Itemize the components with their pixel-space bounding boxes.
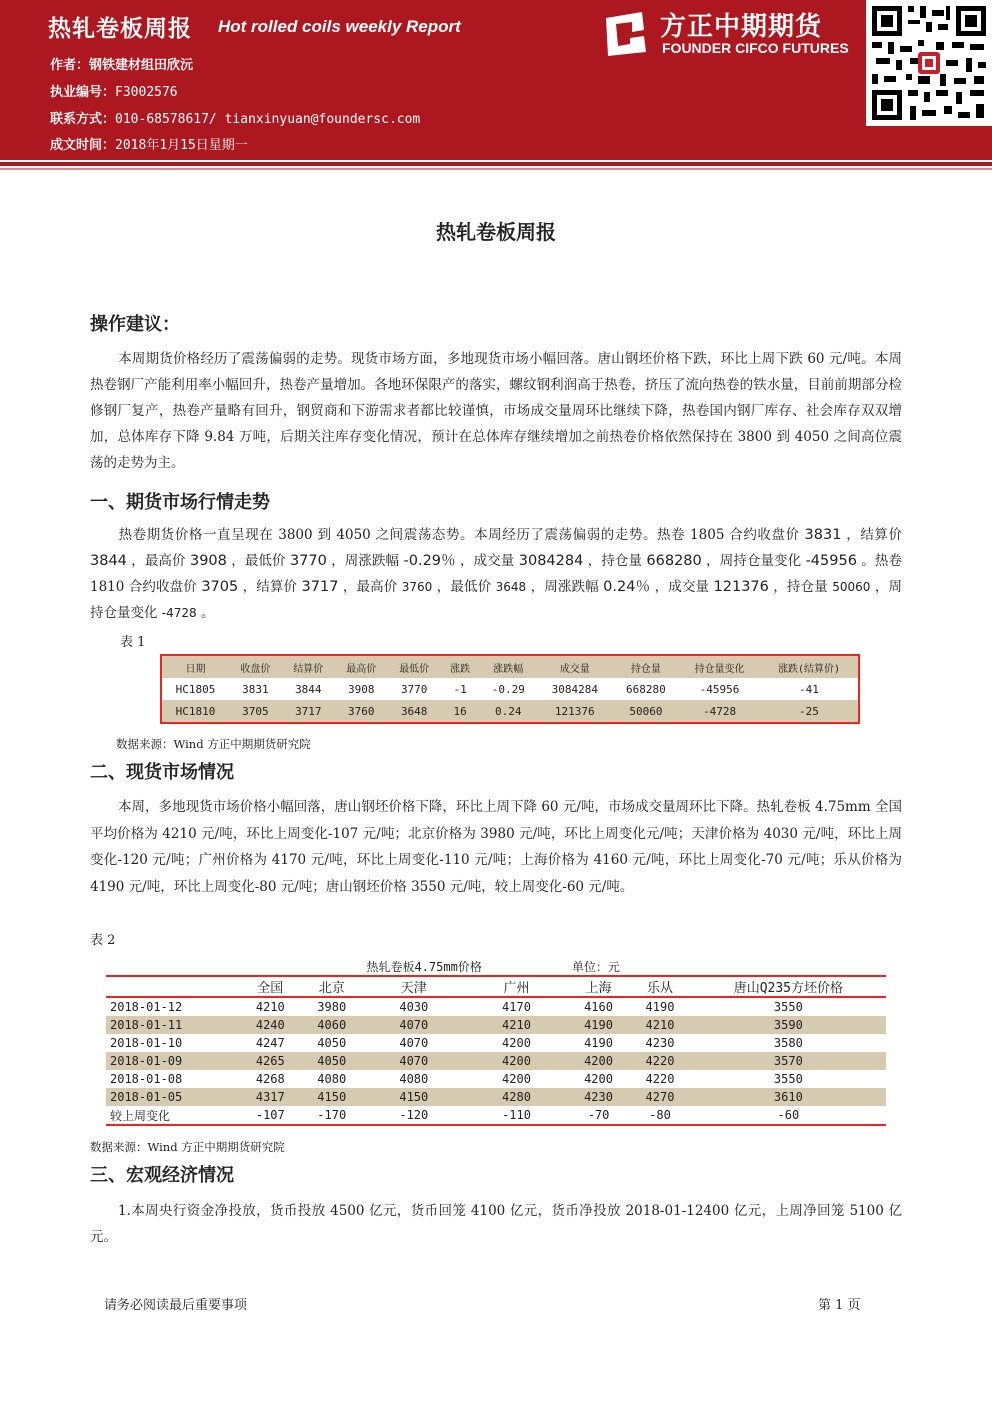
document-title: 热轧卷板周报 (436, 220, 556, 244)
hc1810-settle: 3717 (301, 579, 339, 595)
table-cell: HC1810 (161, 700, 229, 723)
contact-line (50, 108, 420, 127)
advice-paragraph (90, 346, 902, 476)
col-header: 结算价 (282, 655, 335, 678)
col-header: 日期 (161, 655, 229, 678)
table-cell: 4050 (301, 1052, 362, 1070)
table-header-row (106, 976, 886, 997)
table-cell: 4080 (399, 1072, 429, 1086)
contact-label: 联系方式： (50, 112, 116, 127)
table-cell: 4240 (240, 1016, 301, 1034)
futures-text-l: ，最低价 (432, 579, 496, 595)
table-cell: 121376 (537, 700, 613, 723)
spot-price-table-wrap (106, 957, 886, 1126)
license-value: F3002576 (115, 85, 178, 100)
table-cell: 16 (441, 700, 480, 723)
hc1805-low: 3770 (289, 553, 327, 569)
hc1810-oi-change: -4728 (161, 606, 197, 620)
table-cell: 3705 (229, 700, 282, 723)
futures-text-j: ，结算价 (238, 579, 302, 595)
qr-code (866, 0, 992, 126)
table-cell: HC1805 (175, 682, 216, 696)
col-header: 上海 (568, 976, 629, 997)
futures-heading: 一、期货市场行情走势 (90, 492, 270, 513)
hc1805-oi-change: -45956 (805, 553, 857, 569)
hc1810-change: 0.24％ (603, 579, 651, 595)
futures-text-q: 。 (196, 605, 215, 621)
author-line (50, 54, 193, 73)
author-label: 作者： (50, 58, 90, 73)
futures-text-c: ，最高价 (126, 553, 190, 569)
table-cell: 4220 (629, 1052, 690, 1070)
table-cell: 3570 (691, 1052, 886, 1070)
spot-text: 本周，多地现货市场价格小幅回落，唐山钢坯价格下降，环比上周下降 60 元/吨，市场成交量周环比下降。热轧卷板 4.75mm 全国平均价格为 4210 元/吨，环比上周变化-107 元/吨；北京价格为 3980 元/吨，环比上周变化元/吨；天津价格为 4030 元/吨，环比上周变化-120 元/吨；广州价格为 4170 元/吨，环比上周变化-110 元/吨；上海价格为 4160 元/吨，环比上周变化-70 元/吨；乐从价格为 4190 元/吨，环比上周变化-80 元/吨；唐山钢坯价格 3550 元/吨，较上周变化-60 元/吨。 (90, 799, 902, 895)
table-cell: 4210 (465, 1016, 568, 1034)
futures-paragraph (90, 522, 902, 626)
futures-text-n: ，成交量 (650, 579, 714, 595)
table2-source: 数据来源：Wind 方正中期期货研究院 (90, 1140, 285, 1154)
table-cell: 4190 (584, 1036, 613, 1050)
spot-price-table (106, 957, 886, 1126)
futures-text-p: ，周持仓量变化 (90, 579, 902, 621)
table-cell: -110 (465, 1106, 568, 1125)
hc1810-low: 3648 (495, 580, 527, 594)
table-cell: -25 (760, 700, 859, 723)
table-cell: 4070 (362, 1016, 465, 1034)
table-cell: 4200 (502, 1036, 531, 1050)
table-cell: -45956 (699, 682, 740, 696)
hc1805-open-interest: 668280 (646, 553, 702, 569)
col-header: 全国 (240, 976, 301, 997)
table-cell: 4268 (255, 1072, 285, 1086)
macro-paragraph (90, 1198, 902, 1250)
company-logo (600, 6, 856, 58)
table-cell: 4050 (317, 1036, 347, 1050)
futures-text-h: ，周持仓量变化 (701, 553, 806, 569)
hc1810-close: 3705 (201, 579, 239, 595)
hc1805-close: 3831 (804, 527, 842, 543)
table-cell: 4280 (465, 1088, 568, 1106)
table-row (106, 1016, 886, 1034)
logo-text-en: FOUNDER CIFCO FUTURES (662, 40, 849, 56)
table-cell: 4200 (568, 1052, 629, 1070)
col-header (106, 976, 240, 997)
col-header: 收盘价 (229, 655, 282, 678)
table-cell: 0.24 (480, 700, 537, 723)
col-header: 最高价 (335, 655, 388, 678)
table1-source: 数据来源：Wind 方正中期期货研究院 (116, 737, 311, 751)
table-cell: 4200 (465, 1052, 568, 1070)
table-cell: 3580 (773, 1036, 803, 1050)
footer-notice: 请务必阅读最后重要事项 (104, 1298, 248, 1313)
table-row (106, 1106, 886, 1125)
futures-text-o: ，持仓量 (768, 579, 833, 595)
date-value: 2018年1月15日星期一 (115, 138, 248, 153)
table-cell: -0.29 (491, 682, 525, 696)
table-cell: -70 (568, 1106, 629, 1125)
table-row (106, 1070, 886, 1088)
futures-text-k: ，最高价 (338, 579, 402, 595)
table-cell: 4230 (568, 1088, 629, 1106)
table-cell: 668280 (626, 682, 666, 696)
table-cell: 3648 (388, 700, 441, 723)
futures-text-a: 热卷期货价格一直呈现在 3800 到 4050 之间震荡态势。本周经历了震荡偏弱的走势。热卷 1805 合约收盘价 (118, 527, 805, 543)
table-cell: 3760 (335, 700, 388, 723)
futures-text-m: ，周涨跌幅 (526, 579, 604, 595)
col-header: 成交量 (537, 655, 613, 678)
hc1805-change: -0.29％ (403, 553, 456, 569)
license-line (50, 81, 178, 100)
table-cell: 4070 (362, 1052, 465, 1070)
table-cell: 4150 (362, 1088, 465, 1106)
table-cell: 4160 (584, 1000, 613, 1014)
hc1805-high: 3908 (189, 553, 227, 569)
table-cell: -120 (362, 1106, 465, 1125)
table-cell: 4200 (584, 1072, 613, 1086)
table-cell: 4060 (301, 1016, 362, 1034)
col-header: 唐山Q235方坯价格 (691, 976, 886, 997)
table-title: 热轧卷板4.75mm价格 (362, 957, 567, 976)
table-cell: 3908 (348, 682, 375, 696)
table-cell: -4728 (679, 700, 760, 723)
table-cell: 4210 (255, 1000, 285, 1014)
col-header: 北京 (301, 976, 362, 997)
table-cell: 3844 (295, 682, 322, 696)
table-cell: 3980 (317, 1000, 347, 1014)
date-line (50, 134, 248, 153)
hc1810-open-interest: 50060 (832, 580, 871, 594)
futures-text-e: ，周涨跌幅 (326, 553, 404, 569)
table-cell: 4170 (502, 1000, 531, 1014)
table-row (161, 700, 859, 723)
logo-mark-icon (602, 10, 648, 56)
col-header: 涨跌 (441, 655, 480, 678)
table1-caption: 表 1 (120, 635, 146, 650)
table-cell: 50060 (613, 700, 680, 723)
hc1810-volume: 121376 (713, 579, 769, 595)
futures-text-f: ，成交量 (455, 553, 519, 569)
table-cell: 2018-01-11 (106, 1016, 240, 1034)
spot-heading: 二、现货市场情况 (90, 762, 234, 783)
table-cell: 3831 (242, 682, 269, 696)
table-row (106, 1052, 886, 1070)
table-cell: 4190 (568, 1016, 629, 1034)
table-cell: 4220 (645, 1072, 675, 1086)
table-cell: -1 (453, 682, 467, 696)
table-cell: 2018-01-08 (110, 1072, 183, 1086)
col-header: 持仓量 (613, 655, 680, 678)
table-cell: 4247 (255, 1036, 285, 1050)
table-cell: 4210 (629, 1016, 690, 1034)
col-header: 最低价 (388, 655, 441, 678)
advice-heading: 操作建议： (90, 314, 180, 335)
table-cell: -107 (240, 1106, 301, 1125)
hc1805-volume: 3084284 (518, 553, 584, 569)
logo-text-cn: 方正中期期货 (660, 12, 823, 42)
table-cell: -80 (629, 1106, 690, 1125)
table-cell: 2018-01-12 (110, 1000, 183, 1014)
spot-paragraph (90, 794, 902, 900)
table-cell: -170 (301, 1106, 362, 1125)
table-unit: 单位：元 (568, 957, 691, 976)
table-row (106, 1088, 886, 1106)
table-cell: 3550 (773, 1072, 803, 1086)
table-cell: 4200 (502, 1072, 531, 1086)
table-cell: -60 (691, 1106, 886, 1125)
futures-text-i: 。热卷 1810 合约收盘价 (90, 553, 902, 595)
header-divider-thin (0, 168, 992, 170)
header-title-en: Hot rolled coils weekly Report (218, 17, 461, 36)
col-header: 天津 (362, 976, 465, 997)
table-title-row (106, 957, 886, 976)
col-header: 广州 (465, 976, 568, 997)
futures-text-b: ，结算价 (841, 527, 903, 543)
hc1810-high: 3760 (401, 580, 433, 594)
table-row (106, 1034, 886, 1052)
table-cell: 3610 (691, 1088, 886, 1106)
table-row (161, 678, 859, 700)
macro-heading: 三、宏观经济情况 (90, 1165, 234, 1186)
table-cell: -41 (799, 682, 819, 696)
table-cell: 4317 (240, 1088, 301, 1106)
col-header: 涨跌幅 (480, 655, 537, 678)
table-cell: 4230 (645, 1036, 675, 1050)
author-value: 钢铁建材组田欣沅 (89, 58, 194, 73)
table2-caption: 表 2 (90, 933, 116, 948)
table-cell: 3717 (282, 700, 335, 723)
table-cell: 4270 (629, 1088, 690, 1106)
date-label: 成文时间： (50, 138, 116, 153)
col-header: 持仓量变化 (679, 655, 760, 678)
header-divider (0, 162, 992, 166)
futures-text-g: ，持仓量 (583, 553, 647, 569)
table-cell: 3590 (691, 1016, 886, 1034)
table-cell: 3550 (773, 1000, 803, 1014)
futures-text-d: ，最低价 (226, 553, 290, 569)
contact-value: 010-68578617/ tianxinyuan@foundersc.com (115, 112, 421, 127)
hc1805-settle: 3844 (90, 553, 127, 569)
table-cell: 3770 (400, 682, 428, 696)
col-header: 乐从 (629, 976, 690, 997)
table-cell: 4030 (399, 1000, 429, 1014)
table-cell: 4265 (240, 1052, 301, 1070)
table-cell: 2018-01-09 (106, 1052, 240, 1070)
table-cell: 较上周变化 (106, 1106, 240, 1125)
table-cell: 2018-01-05 (106, 1088, 240, 1106)
macro-text: 1.本周央行资金净投放，货币投放 4500 亿元，货币回笼 4100 亿元，货币净投放 2018-01-12400 亿元，上周净回笼 5100 亿元。 (90, 1203, 902, 1245)
license-label: 执业编号： (50, 85, 116, 100)
table-cell: 3084284 (551, 682, 598, 696)
table-cell: 4070 (399, 1036, 429, 1050)
col-header: 涨跌(结算价) (760, 655, 859, 678)
page-number: 第 1 页 (818, 1298, 861, 1313)
advice-text: 本周期货价格经历了震荡偏弱的走势。现货市场方面，多地现货市场小幅回落。唐山钢坯价格下跌，环比上周下跌 60 元/吨。本周热卷钢厂产能利用率小幅回升，热卷产量增加。各地环保限产的落实，螺纹钢利润高于热卷，挤压了流向热卷的铁水量，目前前期部分检修钢厂复产，热卷产量略有回升，钢贸商和下游需求者都比较谨慎，市场成交量周环比继续下降，热卷国内钢厂库存、社会库存双双增加，总体库存下降 9.84 万吨，后期关注库存变化情况，预计在总体库存继续增加之前热卷价格依然保持在 3800 到 4050 之间高位震荡的走势为主。 (90, 351, 902, 471)
table-cell: 2018-01-10 (110, 1036, 183, 1050)
table-cell: 4150 (301, 1088, 362, 1106)
table-header-row (161, 655, 859, 678)
futures-table (160, 654, 860, 724)
table-cell: 4080 (317, 1072, 347, 1086)
header-title-cn: 热轧卷板周报 (48, 16, 192, 42)
table-row (106, 997, 886, 1016)
table-cell: 4190 (645, 1000, 675, 1014)
qr-code-icon (866, 0, 992, 126)
